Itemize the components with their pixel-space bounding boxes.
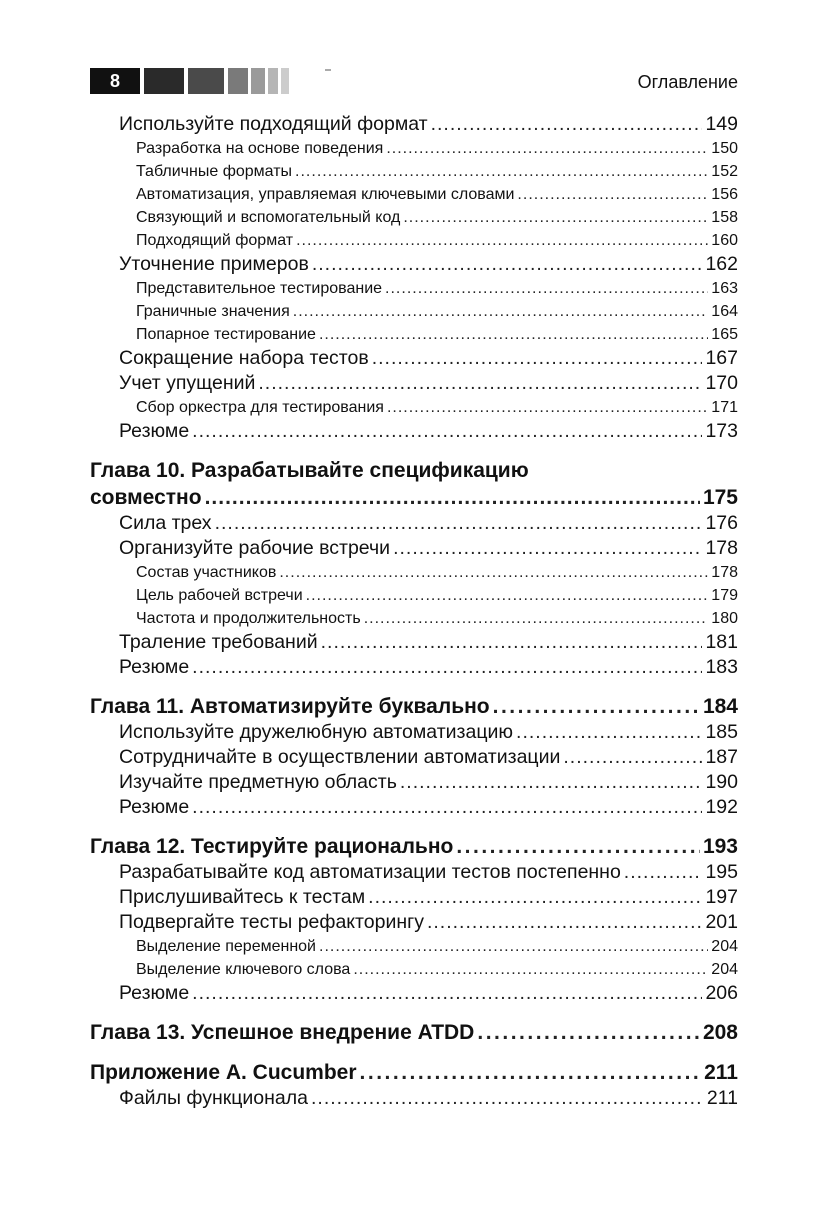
leader-dots (205, 484, 700, 511)
toc-entry-page: 149 (705, 113, 738, 135)
toc-entry-page: 180 (711, 610, 738, 627)
toc-entry-label: Подходящий формат (136, 232, 294, 249)
toc-entry[interactable] (90, 536, 738, 561)
leader-dots (431, 112, 703, 137)
toc-entry[interactable] (90, 561, 738, 584)
toc-entry-label: Табличные форматы (136, 163, 293, 180)
header-decor-block (268, 68, 278, 94)
leader-dots (563, 745, 702, 770)
toc-entry-label: Сбор оркестра для тестирования (136, 399, 384, 416)
toc-entry-page: 164 (711, 303, 738, 320)
header-decor-block (144, 68, 184, 94)
chapter-label: совместно (90, 486, 202, 509)
toc-entry-label: Состав участников (136, 564, 277, 581)
chapter-page: 184 (702, 695, 738, 718)
leader-dots (192, 795, 702, 820)
chapter-label: Глава 12. Тестируйте рационально (90, 835, 454, 858)
toc-entry[interactable] (90, 630, 738, 655)
toc-entry-label: Цель рабочей встречи (136, 587, 303, 604)
toc-entry-page: 204 (711, 938, 738, 955)
leader-dots (311, 1086, 704, 1111)
appendix-a-items (90, 1086, 738, 1111)
leader-dots (295, 160, 708, 183)
toc-entry-page: 204 (711, 961, 738, 978)
leader-dots (192, 655, 702, 680)
leader-dots (312, 252, 703, 277)
toc-entry-page: 176 (705, 512, 738, 534)
toc-entry-page: 171 (711, 399, 738, 416)
toc-entry-page: 160 (711, 232, 738, 249)
leader-dots (477, 1019, 700, 1046)
toc-entry-page: 195 (705, 861, 738, 883)
toc-entry[interactable] (90, 958, 738, 981)
leader-dots (624, 860, 703, 885)
header-tick-mark (325, 69, 331, 71)
toc-entry-label: Представительное тестирование (136, 280, 383, 297)
toc-entry[interactable] (90, 277, 738, 300)
leader-dots (319, 323, 708, 346)
toc-entry-label: Используйте подходящий формат (119, 113, 428, 135)
toc-entry-label: Учет упущений (119, 372, 256, 394)
toc-entry-page: 165 (711, 326, 738, 343)
toc-entry-label: Используйте дружелюбную автоматизацию (119, 721, 514, 743)
toc-entry-page: 211 (706, 1087, 738, 1109)
toc-entry-label: Резюме (119, 656, 190, 678)
chapter-page: 208 (702, 1021, 738, 1044)
table-of-contents (90, 112, 738, 1111)
toc-entry-page: 156 (711, 186, 738, 203)
toc-entry-page: 197 (705, 886, 738, 908)
toc-entry-page: 181 (705, 631, 738, 653)
toc-entry[interactable] (90, 584, 738, 607)
toc-entry-page: 170 (705, 372, 738, 394)
toc-entry-label: Уточнение примеров (119, 253, 309, 275)
toc-entry-page: 190 (705, 771, 738, 793)
header-decor-block (281, 68, 289, 94)
chapter-12-title[interactable] (90, 833, 738, 860)
toc-entry-label: Частота и продолжительность (136, 610, 361, 627)
chapter-page: 193 (702, 835, 738, 858)
toc-entry-label: Автоматизация, управляемая ключевыми словами (136, 186, 515, 203)
leader-dots (372, 346, 703, 371)
leader-dots (192, 981, 702, 1006)
toc-entry[interactable] (90, 795, 738, 820)
toc-entry[interactable] (90, 770, 738, 795)
toc-entry-page: 206 (705, 982, 738, 1004)
toc-entry-label: Сокращение набора тестов (119, 347, 369, 369)
toc-entry[interactable] (90, 745, 738, 770)
leader-dots (400, 770, 703, 795)
toc-entry-page: 192 (705, 796, 738, 818)
toc-entry-page: 158 (711, 209, 738, 226)
toc-entry[interactable] (90, 885, 738, 910)
leader-dots (360, 1059, 702, 1086)
header-decor-block (188, 68, 224, 94)
toc-entry-page: 183 (705, 656, 738, 678)
leader-dots (293, 300, 709, 323)
toc-entry-page: 167 (705, 347, 738, 369)
chapter-10-title-line2[interactable] (90, 484, 738, 511)
toc-entry-label: Разрабатывайте код автоматизации тестов постепенно (119, 861, 621, 883)
leader-dots (353, 958, 708, 981)
toc-entry[interactable] (90, 229, 738, 252)
page-number: 8 (90, 68, 140, 94)
toc-entry[interactable] (90, 206, 738, 229)
toc-entry[interactable] (90, 607, 738, 630)
toc-entry-label: Сила трех (119, 512, 212, 534)
leader-dots (493, 693, 700, 720)
toc-entry-label: Граничные значения (136, 303, 290, 320)
chapter-label: Глава 13. Успешное внедрение ATDD (90, 1021, 475, 1044)
toc-entry[interactable] (90, 511, 738, 536)
toc-entry[interactable] (90, 720, 738, 745)
toc-entry[interactable] (90, 910, 738, 935)
toc-entry[interactable] (90, 346, 738, 371)
section-title: Оглавление (637, 72, 738, 92)
chapter-12-items (90, 860, 738, 1006)
toc-entry-label: Резюме (119, 420, 190, 442)
toc-entry-page: 150 (711, 140, 738, 157)
toc-entry[interactable] (90, 252, 738, 277)
toc-entry[interactable] (90, 323, 738, 346)
toc-entry[interactable] (90, 396, 738, 419)
toc-entry-label: Выделение ключевого слова (136, 961, 351, 978)
leader-dots (321, 630, 703, 655)
toc-entry-page: 163 (711, 280, 738, 297)
toc-entry-page: 173 (705, 420, 738, 442)
toc-pre-list (90, 112, 738, 444)
leader-dots (427, 910, 702, 935)
toc-entry[interactable] (90, 655, 738, 680)
toc-entry[interactable] (90, 981, 738, 1006)
toc-entry[interactable] (90, 137, 738, 160)
toc-entry-page: 185 (705, 721, 738, 743)
header-decor-block (251, 68, 265, 94)
toc-entry-label: Попарное тестирование (136, 326, 316, 343)
toc-entry[interactable] (90, 371, 738, 396)
chapter-11-items (90, 720, 738, 820)
toc-entry-label: Разработка на основе поведения (136, 140, 384, 157)
toc-entry-label: Сотрудничайте в осуществлении автоматизации (119, 746, 561, 768)
leader-dots (386, 137, 708, 160)
toc-entry-page: 178 (711, 564, 738, 581)
toc-entry[interactable] (90, 183, 738, 206)
toc-entry[interactable] (90, 160, 738, 183)
chapter-label: Приложение A. Cucumber (90, 1061, 357, 1084)
toc-entry-label: Резюме (119, 796, 190, 818)
toc-entry-label: Выделение переменной (136, 938, 316, 955)
leader-dots (215, 511, 703, 536)
toc-entry-page: 152 (711, 163, 738, 180)
toc-entry-page: 162 (705, 253, 738, 275)
toc-entry-label: Траление требований (119, 631, 318, 653)
chapter-13-title[interactable] (90, 1019, 738, 1046)
toc-entry-label: Прислушивайтесь к тестам (119, 886, 366, 908)
chapter-10-title-line1[interactable]: Глава 10. Разрабатывайте спецификацию (90, 459, 529, 482)
toc-entry-label: Организуйте рабочие встречи (119, 537, 391, 559)
toc-entry-label: Изучайте предметную область (119, 771, 397, 793)
leader-dots (364, 607, 709, 630)
toc-entry[interactable] (90, 419, 738, 444)
leader-dots (517, 183, 708, 206)
chapter-page: 211 (704, 1061, 738, 1084)
chapter-label: Глава 11. Автоматизируйте буквально (90, 695, 490, 718)
leader-dots (258, 371, 702, 396)
toc-entry[interactable] (90, 935, 738, 958)
toc-entry[interactable] (90, 112, 738, 137)
toc-entry-page: 187 (705, 746, 738, 768)
appendix-a-title[interactable] (90, 1059, 738, 1086)
toc-entry-label: Подвергайте тесты рефакторингу (119, 911, 424, 933)
toc-entry[interactable] (90, 300, 738, 323)
chapter-page: 175 (702, 486, 738, 509)
toc-entry-page: 201 (705, 911, 738, 933)
leader-dots (387, 396, 708, 419)
leader-dots (296, 229, 708, 252)
leader-dots (368, 885, 702, 910)
toc-entry-label: Файлы функционала (119, 1087, 308, 1109)
leader-dots (319, 935, 708, 958)
leader-dots (279, 561, 708, 584)
leader-dots (516, 720, 702, 745)
page-header (0, 0, 827, 100)
chapter-11-title[interactable] (90, 693, 738, 720)
toc-entry-label: Связующий и вспомогательный код (136, 209, 401, 226)
leader-dots (192, 419, 702, 444)
header-decor-block (228, 68, 248, 94)
leader-dots (456, 833, 700, 860)
leader-dots (385, 277, 708, 300)
toc-entry-label: Резюме (119, 982, 190, 1004)
toc-entry-page: 178 (705, 537, 738, 559)
leader-dots (393, 536, 702, 561)
toc-entry[interactable] (90, 860, 738, 885)
leader-dots (403, 206, 708, 229)
toc-entry[interactable] (90, 1086, 738, 1111)
toc-entry-page: 179 (711, 587, 738, 604)
leader-dots (306, 584, 709, 607)
chapter-10-items (90, 511, 738, 680)
